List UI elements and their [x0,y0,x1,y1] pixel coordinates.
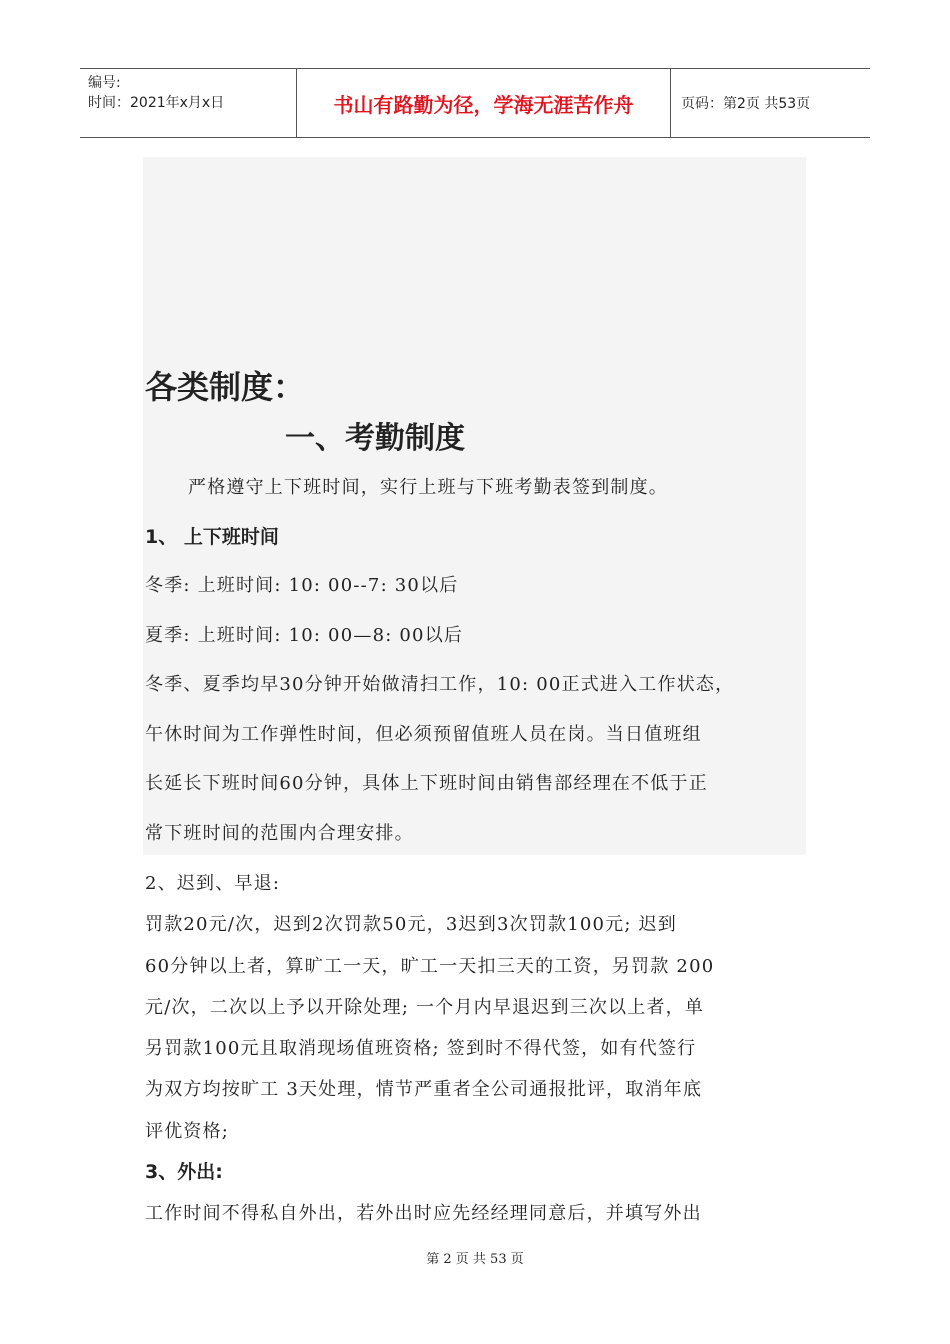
s2-line: 元/次，二次以上予以开除处理; 一个月内早退迟到三次以上者，单 [145,997,705,1018]
page-header [80,68,870,138]
section-3-heading: 3、外出: [145,1161,223,1183]
section-2-heading: 2、迟到、早退: [145,873,281,894]
header-page-label: 页码：第2页 共53页 [681,96,811,112]
s3-line: 工作时间不得私自外出，若外出时应先经经理同意后，并填写外出 [145,1203,702,1224]
s2-line: 60分钟以上者，算旷工一天，旷工一天扣三天的工资，另罚款 200 [145,956,715,977]
number-label: 编号: [88,75,121,91]
s2-line: 为双方均按旷工 3天处理，情节严重者全公司通报批评，取消年底 [145,1079,703,1100]
s1-line: 午休时间为工作弹性时间，但必须预留值班人员在岗。当日值班组 [145,724,702,745]
s2-line: 评优资格; [145,1121,230,1142]
shaded-content-region [143,157,806,855]
s2-line: 罚款20元/次，迟到2次罚款50元，3迟到3次罚款100元; 迟到 [145,914,677,935]
s1-line: 夏季: 上班时间: 10: 00—8: 00以后 [145,625,464,646]
s1-line: 长延长下班时间60分钟，具体上下班时间由销售部经理在不低于正 [145,773,708,794]
s1-line: 常下班时间的范围内合理安排。 [145,823,414,844]
intro-paragraph: 严格遵守上下班时间，实行上班与下班考勤表签到制度。 [188,477,668,498]
section-1-heading: 1、 上下班时间 [145,526,279,548]
document-title: 各类制度： [145,368,306,406]
header-meta [80,69,296,137]
header-motto: 书山有路勤为径，学海无涯苦作舟 [296,69,671,137]
date-label: 时间：2021年x月x日 [88,95,225,111]
s1-line: 冬季: 上班时间: 10: 00--7: 30以后 [145,575,459,596]
page-footer: 第 2 页 共 53 页 [426,1252,524,1267]
s2-line: 另罚款100元且取消现场值班资格; 签到时不得代签，如有代签行 [145,1038,697,1059]
section-title: 一、考勤制度 [285,421,465,456]
s1-line: 冬季、夏季均早30分钟开始做清扫工作，10: 00正式进入工作状态， [145,674,735,695]
